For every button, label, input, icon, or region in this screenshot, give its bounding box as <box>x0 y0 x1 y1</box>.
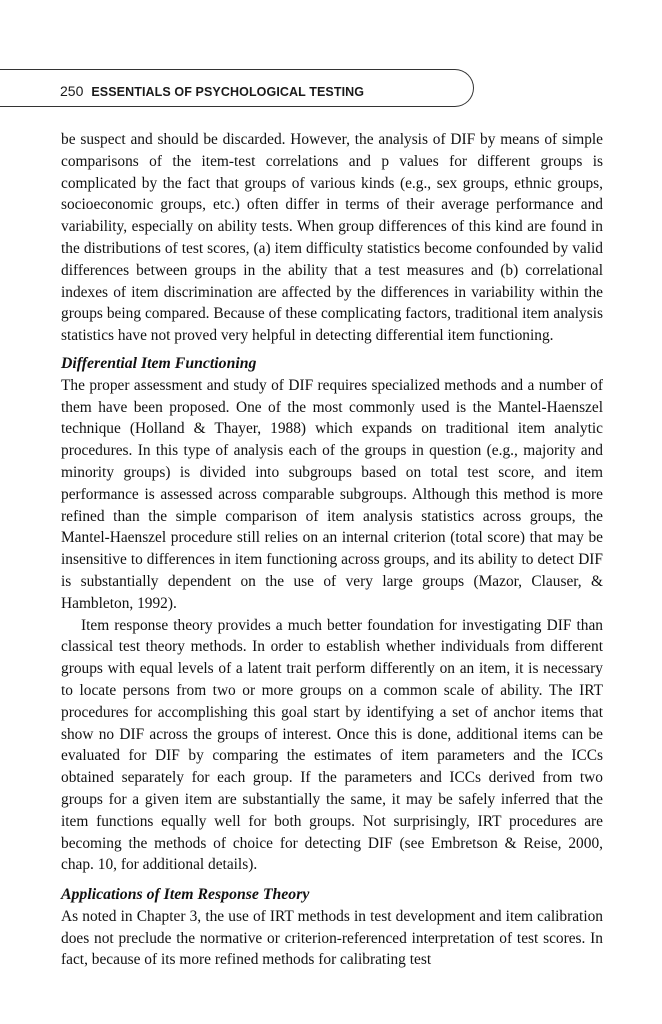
paragraph-dif-intro: be suspect and should be discarded. However, the analysis of DIF by means of simple comparisons of the item-test correlations and p values for different groups is complicated by the fact that groups of various kinds (e.g., sex groups, ethnic groups, socioeconomic groups, etc.) often differ in terms of their average performance and variability, especially on ability tests. When group differences of this kind are found in the distributions of test scores, (a) item difficulty statistics become confounded by valid differences between groups in the ability that a test measures and (b) correlational indexes of item discrimination are affected by the differences in variability within the groups being compared. Because of these complicating factors, traditional item analysis statistics have not proved very helpful in detecting differential item functioning. <box>61 131 603 345</box>
page-body <box>61 129 603 971</box>
paragraph-item-response-theory: Item response theory provides a much better foundation for investigating DIF than classical test theory methods. In order to establish whether individuals from different groups with equal levels of a latent trait perform differently on an item, it is necessary to locate persons from two or more groups on a common scale of ability. The IRT procedures for accomplishing this goal start by identifying a set of anchor items that show no DIF across the groups of interest. Once this is done, additional items can be evaluated for DIF by comparing the estimates of item parameters and the ICCs obtained separately for each group. If the parameters and ICCs derived from two groups for a given item are substantially the same, it may be safely inferred that the item functions equally well for both groups. Not surprisingly, IRT procedures are becoming the methods of choice for detecting DIF (see Embretson & Reise, 2000, chap. 10, for additional details). <box>61 616 603 874</box>
section-heading-applications-of-irt: Applications of Item Response Theory <box>61 886 310 904</box>
running-header <box>60 83 364 99</box>
page-number: 250 <box>60 83 84 99</box>
paragraph-mantel-haenszel: The proper assessment and study of DIF requires specialized methods and a number of them have been proposed. One of the most commonly used is the Mantel-Haenszel technique (Holland & Thayer, 1988) which expands on traditional item analytic procedures. In this type of analysis each of the groups in question (e.g., majority and minority groups) is divided into subgroups based on total test score, and item performance is assessed across comparable subgroups. Although this method is more refined than the simple comparison of item analysis statistics across groups, the Mantel-Haenszel procedure still relies on an internal criterion (total score) that may be insensitive to differences in item functioning across groups, and its ability to detect DIF is substantially dependent on the use of very large groups (Mazor, Clauser, & Hambleton, 1992). <box>61 376 603 612</box>
paragraph-irt-applications: As noted in Chapter 3, the use of IRT methods in test development and item calibration does not preclude the normative or criterion-referenced interpretation of test scores. In fact, because of its more refined methods for calibrating test <box>61 907 603 969</box>
running-head-title: ESSENTIALS OF PSYCHOLOGICAL TESTING <box>91 85 365 99</box>
section-heading-differential-item-functioning: Differential Item Functioning <box>61 354 257 372</box>
